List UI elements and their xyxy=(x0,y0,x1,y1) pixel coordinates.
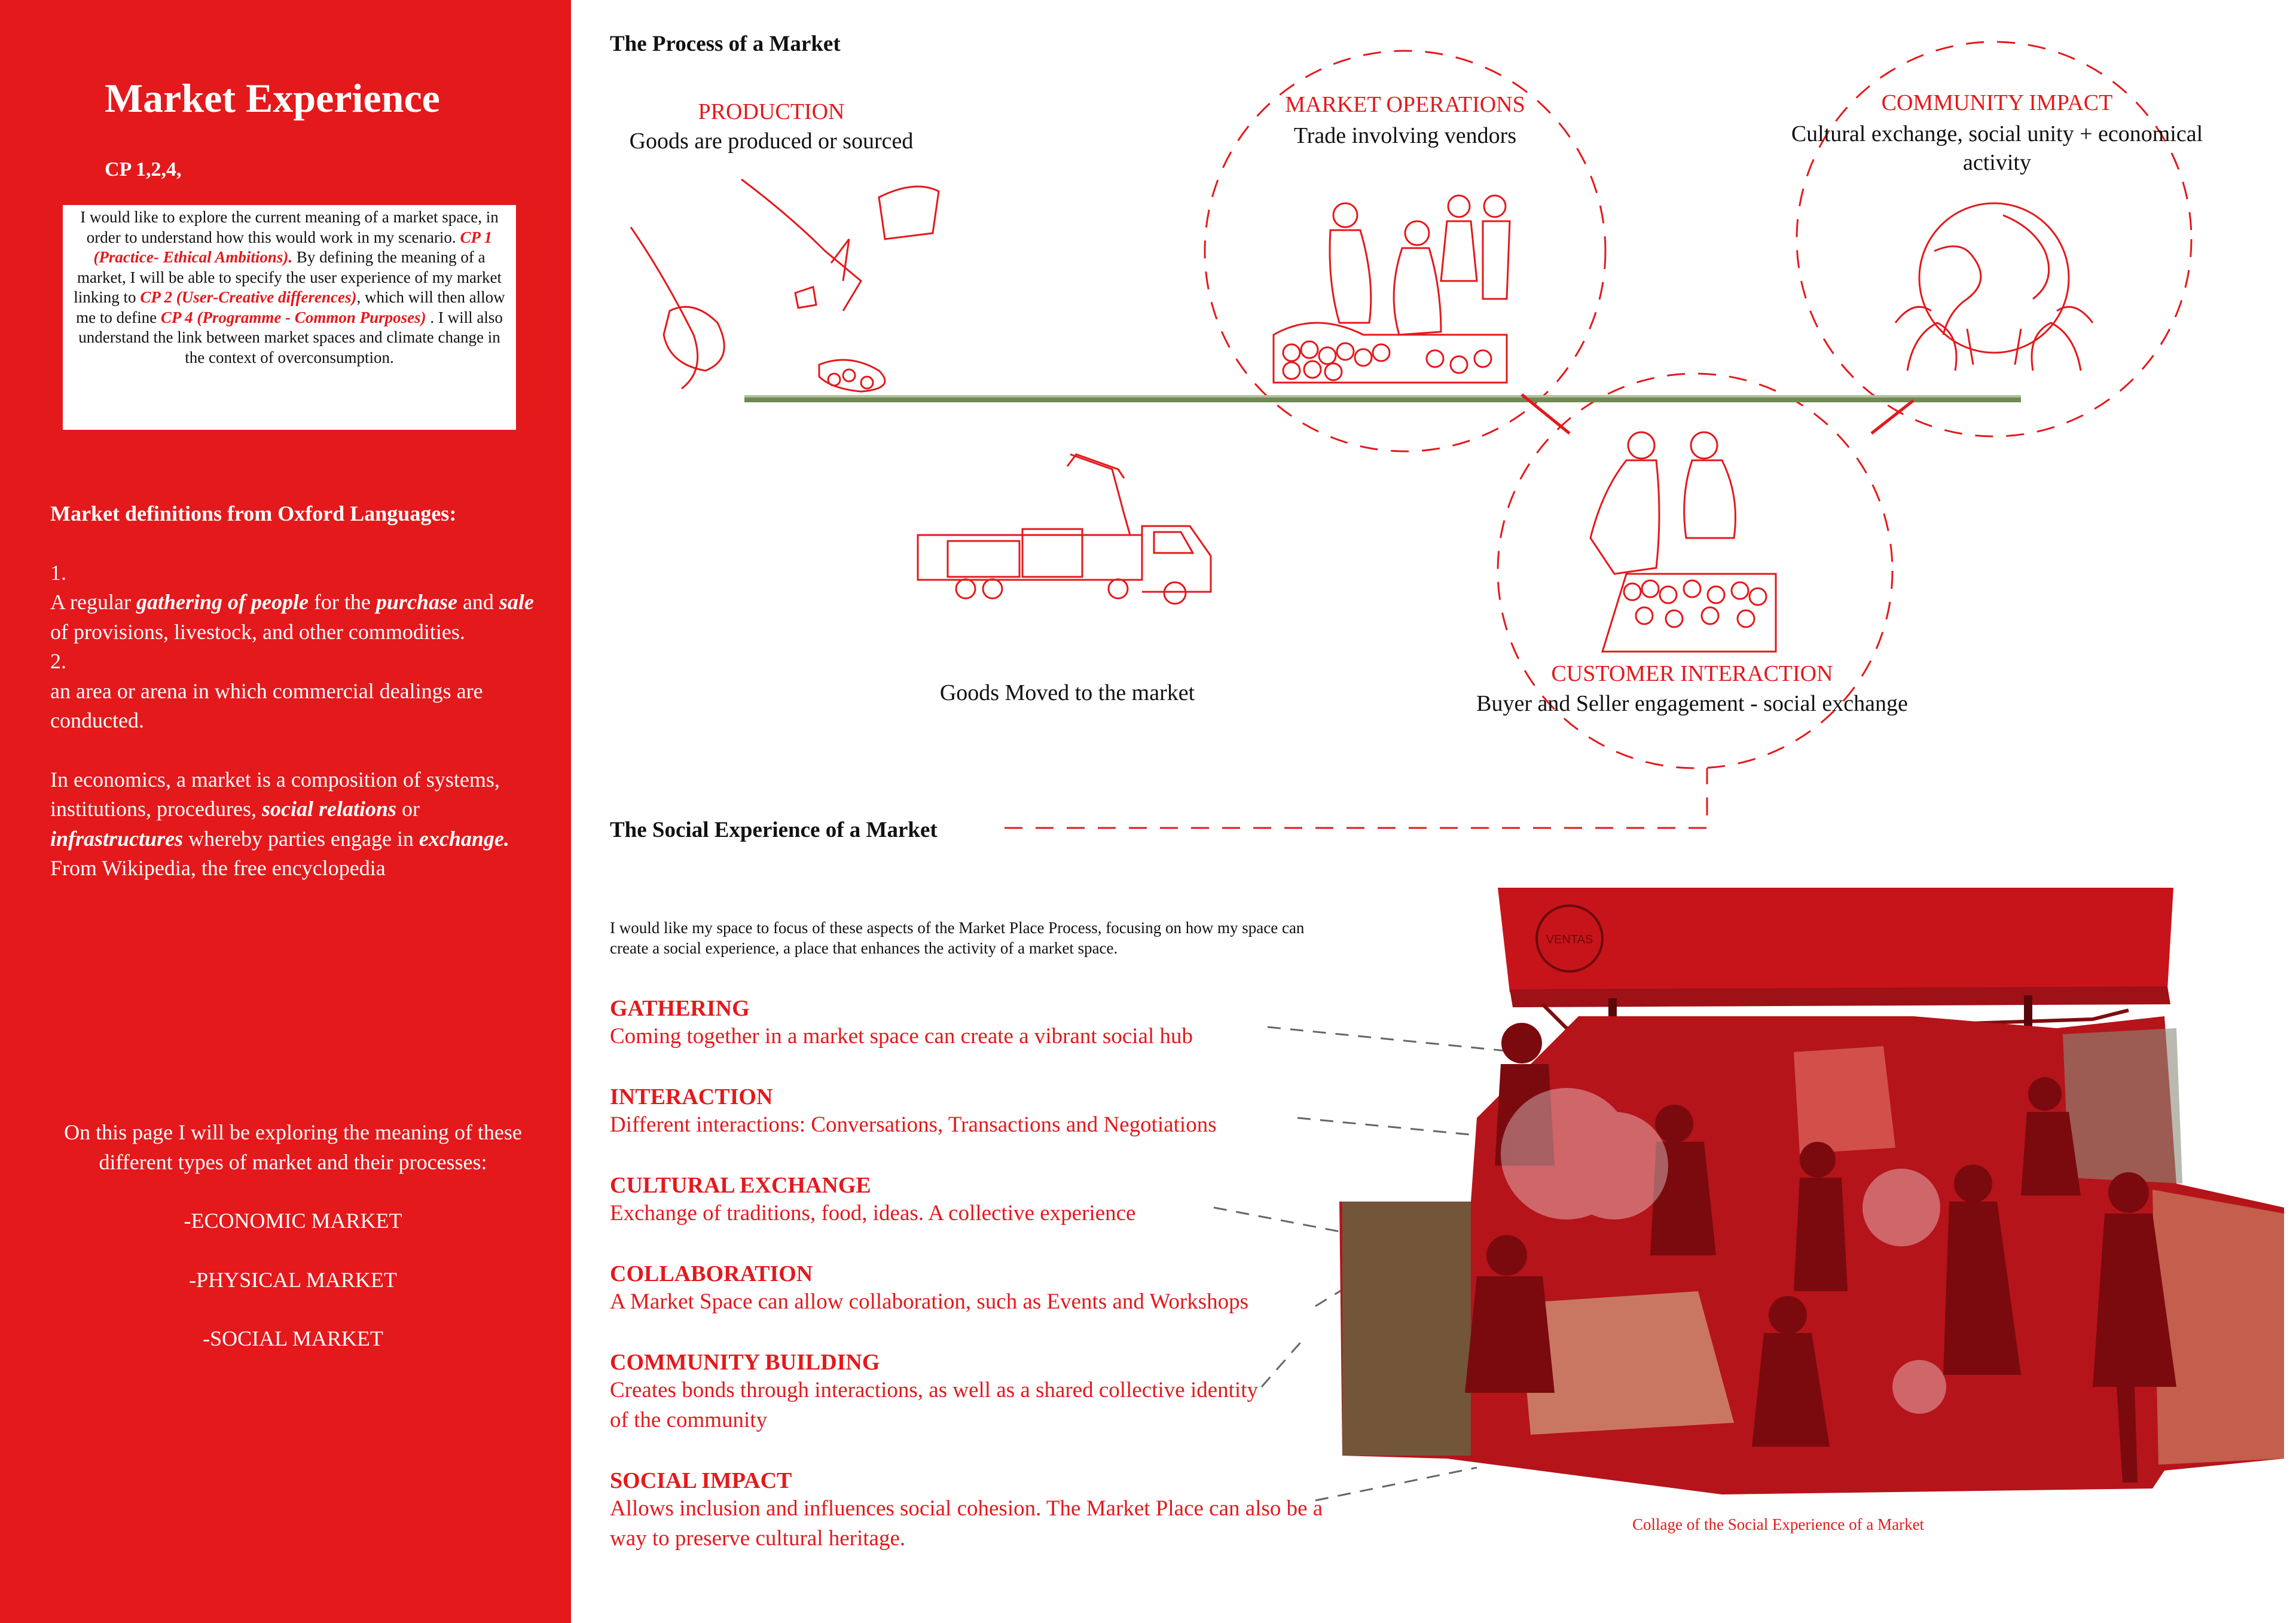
economics-definition: In economics, a market is a composition of systems, institutions, procedures, social relations or infrastructures whereby parties engage in exchange. xyxy=(50,767,509,851)
moved-subtitle: Goods Moved to the market xyxy=(939,680,1195,705)
customer-subtitle: Buyer and Seller engagement - social exchange xyxy=(1476,691,1908,716)
definition-number: 1. xyxy=(50,560,66,585)
market-type-physical: -PHYSICAL MARKET xyxy=(189,1267,397,1292)
definition-source: From Wikipedia, the free encyclopedia xyxy=(50,856,386,880)
stall-awning xyxy=(1498,888,2173,992)
explore-text: On this page I will be exploring the meaning of these different types of market and their processes: xyxy=(64,1120,522,1174)
definitions-heading: Market definitions from Oxford Languages: xyxy=(50,502,457,525)
aspect-text: A Market Space can allow collaboration, such as Events and Workshops xyxy=(610,1289,1249,1314)
customer-title: CUSTOMER INTERACTION xyxy=(1551,661,1833,686)
aspect-title: CULTURAL EXCHANGE xyxy=(610,1173,871,1198)
social-heading: The Social Experience of a Market xyxy=(610,818,938,842)
collage-vegetables xyxy=(1342,1202,1471,1456)
aspect-text: Coming together in a market space can create a vibrant social hub xyxy=(610,1024,1193,1049)
definition-2: an area or arena in which commercial dealings are conducted. xyxy=(50,678,483,732)
community-title: COMMUNITY IMPACT xyxy=(1881,90,2113,115)
aspect-text: Allows inclusion and influences social cohesion. The Market Place can also be a way to preserve cultural heritage. xyxy=(610,1496,1323,1551)
collage-produce xyxy=(2152,1190,2284,1465)
operations-title: MARKET OPERATIONS xyxy=(1285,92,1525,117)
cp-label: CP 1,2,4, xyxy=(105,158,182,181)
operations-subtitle: Trade involving vendors xyxy=(1293,123,1517,148)
aspect-title: COLLABORATION xyxy=(610,1261,813,1286)
collage-caption: Collage of the Social Experience of a Market xyxy=(1632,1515,1925,1533)
aspect-title: SOCIAL IMPACT xyxy=(610,1468,792,1493)
intro-text: . I will also understand the link between market spaces and climate change in the context of overconsumption. xyxy=(78,308,503,366)
production-title: PRODUCTION xyxy=(698,99,845,124)
aspect-title: GATHERING xyxy=(610,996,750,1021)
aspect-title: COMMUNITY BUILDING xyxy=(610,1350,880,1375)
social-intro: I would like my space to focus of these aspects of the Market Place Process, focusing on how my space can create a social experience, a place that enhances the activity of a market space. xyxy=(610,919,1305,957)
intro-text: By defining the meaning of a market, I will be able to specify the user experience of my market linking to xyxy=(74,248,502,306)
stall-sign: VENTAS xyxy=(1546,933,1593,946)
aspect-title: INTERACTION xyxy=(610,1084,773,1109)
page-title: Market Experience xyxy=(105,75,440,121)
cp1-ref: CP 1 (Practice- Ethical Ambitions). xyxy=(93,228,493,266)
aspect-text: Exchange of traditions, food, ideas. A collective experience xyxy=(610,1201,1136,1225)
cp4-ref: CP 4 (Programme - Common Purposes) xyxy=(160,308,426,326)
cp2-ref: CP 2 (User-Creative differences) xyxy=(140,288,357,306)
aspect-text: Different interactions: Conversations, Transactions and Negotiations xyxy=(610,1112,1217,1137)
intro-text: , which will then allow me to define xyxy=(76,288,505,326)
definition-number: 2. xyxy=(50,649,66,673)
process-heading: The Process of a Market xyxy=(610,32,841,56)
production-subtitle: Goods are produced or sourced xyxy=(629,129,914,154)
intro-text: I would like to explore the current meaning of a market space, in order to understand how this would work in my scenario. xyxy=(80,208,499,246)
definition-1: A regular gathering of people for the purchase and sale of provisions, livestock, and other commodities. xyxy=(50,590,534,644)
market-type-economic: -ECONOMIC MARKET xyxy=(184,1209,402,1233)
aspect-text: Creates bonds through interactions, as well as a shared collective identity of the community xyxy=(610,1378,1258,1432)
market-type-social: -SOCIAL MARKET xyxy=(203,1326,383,1350)
community-subtitle: Cultural exchange, social unity + economical activity xyxy=(1791,121,2203,175)
